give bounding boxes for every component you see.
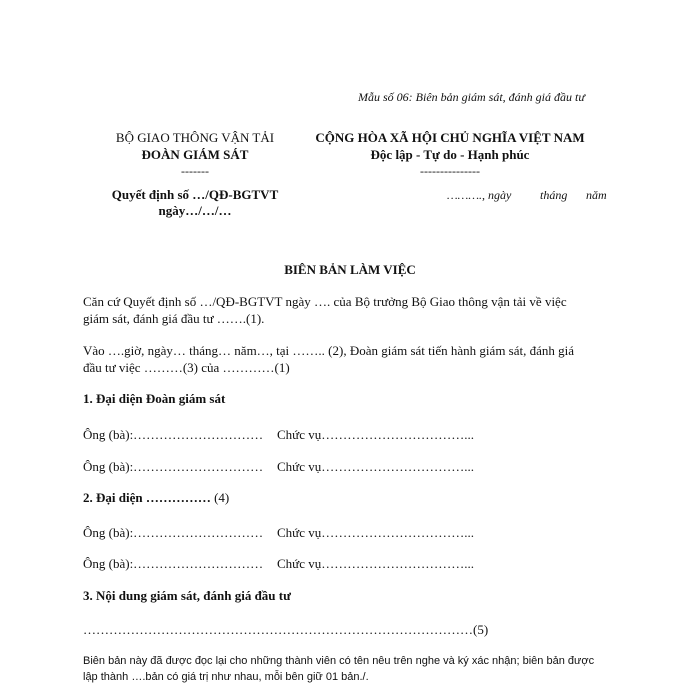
section3-content-line: ………………………………………………………………………………(5) [83,622,489,637]
section2-row1-name: Ông (bà):………………………… [83,525,264,540]
section2-note: (4) [214,490,230,505]
decision-number: Quyết định số …/QĐ-BGTVT [111,187,279,202]
section2-row2-role: Chức vụ……………………………... [277,556,474,571]
team-name: ĐOÀN GIÁM SÁT [141,147,249,162]
form-label: Mẫu số 06: Biên bản giám sát, đánh giá đầu tư [358,90,585,104]
paragraph-basis-line2: giám sát, đánh giá đầu tư …….(1). [83,311,265,326]
date-month: tháng [540,188,568,202]
section1-heading: 1. Đại diện Đoàn giám sát [83,391,226,406]
section1-row2-name: Ông (bà):………………………… [83,459,264,474]
section2-row1-role: Chức vụ……………………………... [277,525,474,540]
paragraph-meeting-line1: Vào ….giờ, ngày… tháng… năm…, tại …….. (2), Đoàn giám sát tiến hành giám sát, đánh giá [83,343,575,358]
document-title: BIÊN BẢN LÀM VIỆC [284,262,416,277]
closing-line2: lập thành ….bản có giá trị như nhau, mỗi bên giữ 01 bản./. [83,671,369,683]
paragraph-basis-line1: Căn cứ Quyết định số …/QĐ-BGTVT ngày …. của Bộ trưởng Bộ Giao thông vận tải về việc [83,294,567,309]
date-place: ………., ngày [447,188,512,202]
section2-heading-line [83,490,229,506]
left-divider: ------- [181,164,209,178]
section1-row1-name: Ông (bà):………………………… [83,427,264,442]
date-year: năm [586,188,607,202]
paragraph-meeting-line2: đầu tư việc ………(3) của …………(1) [83,360,290,375]
right-divider: --------------- [420,164,480,178]
section2-heading: 2. Đại diện …………… [83,490,211,505]
section1-row1-role: Chức vụ……………………………... [277,427,474,442]
national-motto: Độc lập - Tự do - Hạnh phúc [370,147,530,162]
closing-line1: Biên bản này đã được đọc lại cho những thành viên có tên nêu trên nghe và ký xác nhận; biên bản được [83,655,595,667]
ministry-name: BỘ GIAO THÔNG VẬN TẢI [115,130,275,145]
section2-row2-name: Ông (bà):………………………… [83,556,264,571]
decision-date: ngày…/…/… [158,203,232,218]
country-name: CỘNG HÒA XÃ HỘI CHỦ NGHĨA VIỆT NAM [315,130,585,145]
section3-heading: 3. Nội dung giám sát, đánh giá đầu tư [83,588,291,603]
section1-row2-role: Chức vụ……………………………... [277,459,474,474]
